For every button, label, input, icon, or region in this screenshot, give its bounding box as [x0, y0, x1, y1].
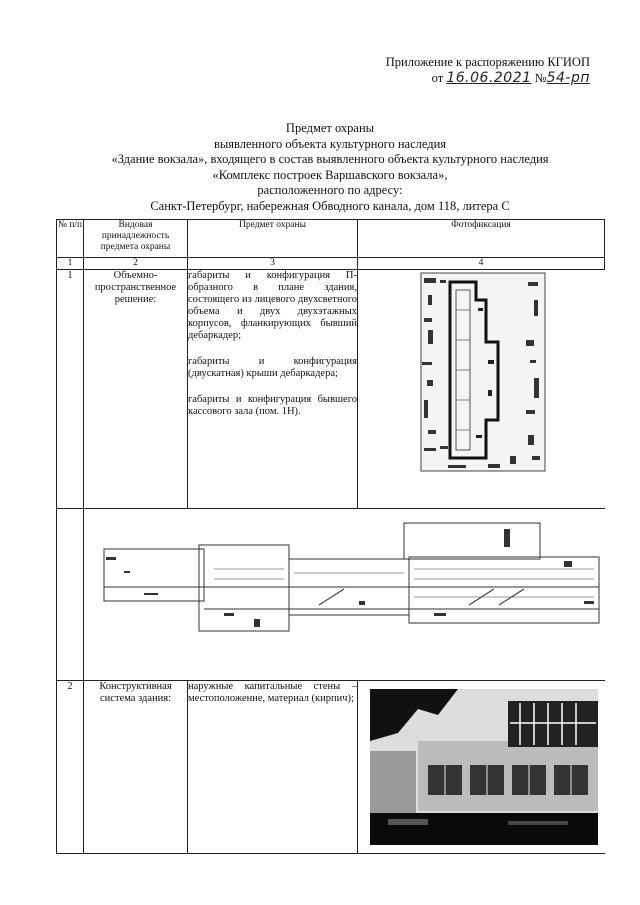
table-row: [57, 509, 605, 681]
col-number-3: 3: [188, 258, 358, 270]
row-number: 1: [57, 270, 84, 509]
table-header-row: [57, 220, 605, 258]
header-kind: Видовая принадлежность предмета охраны: [84, 220, 188, 258]
row-subject: [188, 681, 358, 854]
elevation-drawing: [84, 509, 605, 680]
subject-item: габариты и конфигурация П-образного в плане здания, состоящего из лицевого двухсветного объема и двух двухэтажных корпусов, фланкирующих бывший дебаркадер;: [188, 270, 357, 341]
title-line-3: «Здание вокзала», входящего в состав выявленного объекта культурного наследия: [111, 152, 549, 166]
row-kind: Объемно-пространственное решение:: [84, 270, 188, 509]
row-subject: [188, 270, 358, 509]
title-line-5: расположенного по адресу:: [257, 183, 403, 197]
title-line-4: «Комплекс построек Варшавского вокзала»,: [212, 167, 448, 182]
column-number-row: [57, 258, 605, 270]
facade-photo: [358, 681, 605, 853]
row-photo: [358, 681, 605, 854]
appendix-header: [386, 54, 590, 86]
table-row: [57, 681, 605, 854]
row-number: 2: [57, 681, 84, 854]
header-photo: Фотофиксация: [358, 220, 605, 258]
appendix-date: 16.06.2021: [446, 70, 532, 86]
protection-table: [56, 219, 605, 854]
header-subject: Предмет охраны: [188, 220, 358, 258]
subject-item: наружные капитальные стены – местоположение, материал (кирпич);: [188, 681, 357, 704]
appendix-from: от: [431, 71, 444, 85]
col-number-1: 1: [57, 258, 84, 270]
site-plan-image: [358, 270, 605, 508]
row-kind: Конструктивная система здания:: [84, 681, 188, 854]
subject-item: габариты и конфигурация бывшего кассового зала (пом. 1Н).: [188, 394, 357, 417]
table-row: [57, 270, 605, 509]
row-number-empty: [57, 509, 84, 681]
appendix-date-line: [386, 70, 590, 86]
appendix-line: Приложение к распоряжению КГИОП: [385, 55, 590, 69]
title-line-6: Санкт-Петербург, набережная Обводного канала, дом 118, литера С: [150, 198, 510, 213]
appendix-no-sign: №: [534, 71, 547, 85]
document-title: [60, 121, 600, 214]
subject-item: габариты и конфигурация (двускатная) крыши дебаркадера;: [188, 356, 357, 379]
title-line-1: Предмет охраны: [285, 121, 375, 135]
col-number-4: 4: [358, 258, 605, 270]
title-line-2: выявленного объекта культурного наследия: [213, 136, 447, 151]
row-drawing: [84, 509, 605, 681]
row-photo: [358, 270, 605, 509]
appendix-number: 54-рп: [546, 70, 590, 86]
header-number: № п/п: [57, 220, 84, 258]
col-number-2: 2: [84, 258, 188, 270]
